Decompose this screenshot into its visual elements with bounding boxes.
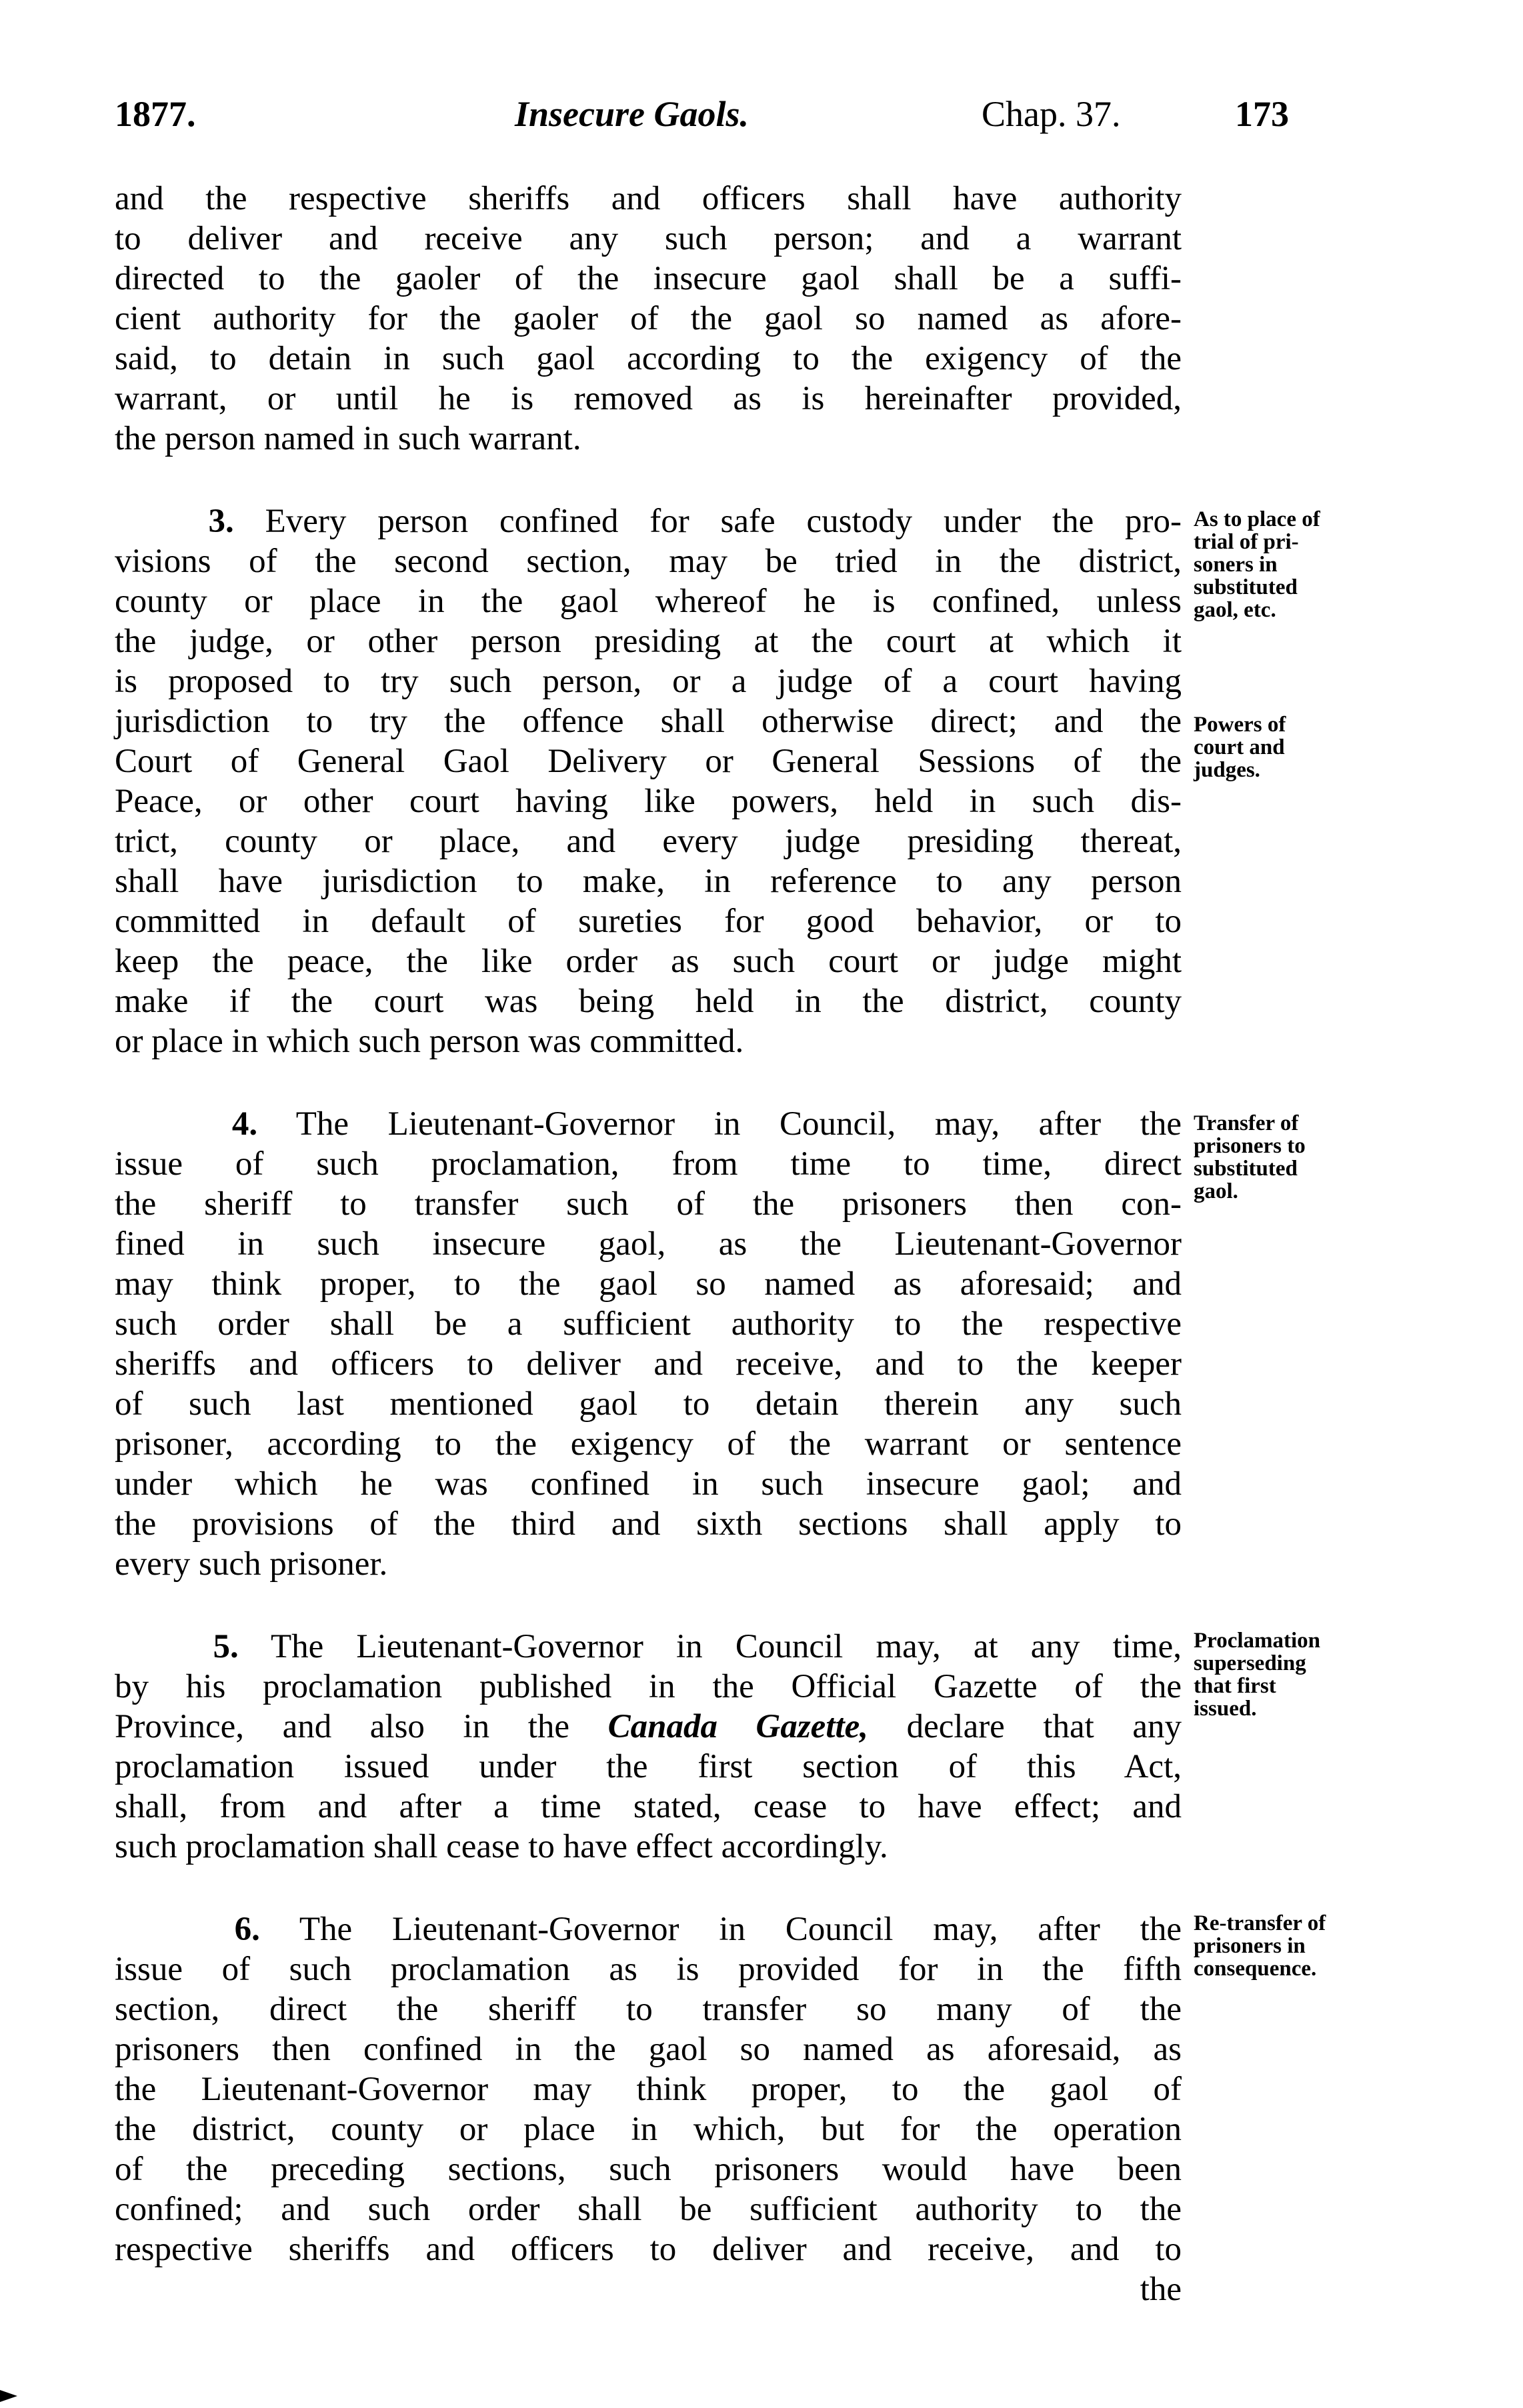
- text-fragment: The Lieutenant-Governor in Council may, after the: [299, 1911, 1182, 1948]
- margin-note-place-of-trial: [1194, 508, 1394, 621]
- text-line: such order shall be a sufficient authority to the respective: [115, 1305, 1182, 1343]
- text-line: visions of the second section, may be tried in the district,: [115, 543, 1182, 580]
- text-line: sheriffs and officers to deliver and receive, and to the keeper: [115, 1345, 1182, 1383]
- header-chapter: Chap. 37.: [982, 94, 1121, 134]
- text-line: warrant, or until he is removed as is hereinafter provided,: [115, 380, 1182, 417]
- text-line: directed to the gaoler of the insecure gaol shall be a suffi-: [115, 260, 1182, 297]
- scan-edge-arrow-mark: [0, 2390, 17, 2402]
- text-line: the sheriff to transfer such of the prisoners then con-: [115, 1185, 1182, 1223]
- margin-note-line: trial of pri-: [1194, 530, 1299, 554]
- margin-note-line: prisoners to: [1194, 1134, 1306, 1158]
- text-fragment: The Lieutenant-Governor in Council may, at any time,: [270, 1628, 1182, 1665]
- section-number: 4.: [231, 1105, 258, 1143]
- section-number: 5.: [213, 1628, 239, 1665]
- text-line: issue of such proclamation, from time to time, direct: [115, 1145, 1182, 1183]
- text-fragment: Every person confined for safe custody under the pro-: [265, 503, 1182, 540]
- text-line: trict, county or place, and every judge presiding thereat,: [115, 823, 1182, 860]
- text-line: county or place in the gaol whereof he is confined, unless: [115, 583, 1182, 620]
- text-line: and the respective sheriffs and officers shall have authority: [115, 180, 1182, 217]
- text-line: prisoner, according to the exigency of the warrant or sentence: [115, 1425, 1182, 1463]
- section-number: 3.: [208, 503, 234, 540]
- margin-note-line: Re-transfer of: [1194, 1911, 1326, 1935]
- text-line: shall, from and after a time stated, cease to have effect; and: [115, 1788, 1182, 1825]
- running-header: [115, 93, 1362, 140]
- catchword: the: [1140, 2271, 1182, 2308]
- text-line: every such prisoner.: [115, 1545, 388, 1583]
- text-line: keep the peace, the like order as such court or judge might: [115, 943, 1182, 980]
- text-line: cient authority for the gaoler of the gaol so named as afore-: [115, 300, 1182, 337]
- text-fragment: declare that any: [906, 1708, 1182, 1745]
- text-line: [115, 1104, 1182, 1144]
- margin-note-line: issued.: [1194, 1697, 1257, 1721]
- margin-note-line: court and: [1194, 735, 1285, 759]
- text-line: the Lieutenant-Governor may think proper, to the gaol of: [115, 2071, 1182, 2108]
- section-4: [115, 1104, 1182, 1584]
- text-line: issue of such proclamation as is provided for in the fifth: [115, 1951, 1182, 1988]
- margin-note-line: judges.: [1194, 758, 1260, 782]
- text-line: confined; and such order shall be sufficient authority to the: [115, 2191, 1182, 2228]
- margin-note-line: soners in: [1194, 553, 1278, 577]
- section-number: 6.: [234, 1911, 260, 1948]
- margin-note-line: superseding: [1194, 1651, 1306, 1675]
- text-line: committed in default of sureties for good behavior, or to: [115, 903, 1182, 940]
- text-line: to deliver and receive any such person; and a warrant: [115, 220, 1182, 257]
- section-5: [115, 1627, 1182, 1867]
- margin-note-proclamation-superseding: [1194, 1629, 1394, 1720]
- text-line: such proclamation shall cease to have effect accordingly.: [115, 1828, 888, 1865]
- text-line: under which he was confined in such insecure gaol; and: [115, 1465, 1182, 1503]
- text-line: Peace, or other court having like powers, held in such dis-: [115, 783, 1182, 820]
- section-3: [115, 501, 1182, 1061]
- text-line: Court of General Gaol Delivery or General Sessions of the: [115, 743, 1182, 780]
- text-line: the district, county or place in which, but for the operation: [115, 2111, 1182, 2148]
- margin-note-line: As to place of: [1194, 507, 1320, 531]
- text-line: or place in which such person was committed.: [115, 1023, 744, 1060]
- text-line: make if the court was being held in the district, county: [115, 983, 1182, 1020]
- margin-note-powers-of-court: [1194, 713, 1394, 781]
- text-line: the provisions of the third and sixth sections shall apply to: [115, 1505, 1182, 1543]
- header-title: Insecure Gaols.: [515, 94, 749, 134]
- text-line: section, direct the sheriff to transfer so many of the: [115, 1991, 1182, 2028]
- paragraph-continuation: [115, 179, 1182, 459]
- body-text: [115, 179, 1182, 2352]
- text-line: [115, 1627, 1182, 1667]
- text-line: by his proclamation published in the Official Gazette of the: [115, 1668, 1182, 1705]
- text-line: [115, 501, 1182, 541]
- text-line: the person named in such warrant.: [115, 420, 581, 457]
- text-line: proclamation issued under the first section of this Act,: [115, 1748, 1182, 1785]
- text-line: said, to detain in such gaol according to the exigency of the: [115, 340, 1182, 377]
- margin-note-line: Powers of: [1194, 713, 1286, 737]
- italic-publication-name: Canada Gazette,: [607, 1708, 869, 1745]
- text-line: may think proper, to the gaol so named as aforesaid; and: [115, 1265, 1182, 1303]
- text-line: respective sheriffs and officers to deliver and receive, and to: [115, 2231, 1182, 2268]
- text-fragment: The Lieutenant-Governor in Council, may, after the: [295, 1105, 1182, 1143]
- text-line: shall have jurisdiction to make, in reference to any person: [115, 863, 1182, 900]
- header-year: 1877.: [115, 94, 196, 134]
- text-line: is proposed to try such person, or a judge of a court having: [115, 663, 1182, 700]
- text-line: prisoners then confined in the gaol so named as aforesaid, as: [115, 2031, 1182, 2068]
- margin-note-line: substituted: [1194, 575, 1298, 599]
- text-line: the judge, or other person presiding at the court at which it: [115, 623, 1182, 660]
- text-fragment: Province, and also in the: [115, 1708, 570, 1745]
- margin-note-re-transfer: [1194, 1912, 1394, 1980]
- section-6: [115, 1909, 1182, 2309]
- text-line: [115, 1707, 1182, 1747]
- margin-note-line: gaol, etc.: [1194, 598, 1276, 622]
- text-line: of the preceding sections, such prisoners would have been: [115, 2151, 1182, 2188]
- text-line: [115, 1909, 1182, 1949]
- margin-note-line: consequence.: [1194, 1957, 1317, 1981]
- margin-note-line: that first: [1194, 1674, 1276, 1698]
- text-line: jurisdiction to try the offence shall otherwise direct; and the: [115, 703, 1182, 740]
- margin-note-line: substituted: [1194, 1157, 1298, 1181]
- margin-note-transfer-of-prisoners: [1194, 1112, 1394, 1203]
- text-line: of such last mentioned gaol to detain therein any such: [115, 1385, 1182, 1423]
- margin-note-line: Transfer of: [1194, 1111, 1299, 1135]
- margin-note-line: Proclamation: [1194, 1629, 1321, 1653]
- text-line: fined in such insecure gaol, as the Lieutenant-Governor: [115, 1225, 1182, 1263]
- margin-note-line: gaol.: [1194, 1179, 1238, 1203]
- page-number: 173: [1235, 94, 1289, 134]
- margin-note-line: prisoners in: [1194, 1934, 1306, 1958]
